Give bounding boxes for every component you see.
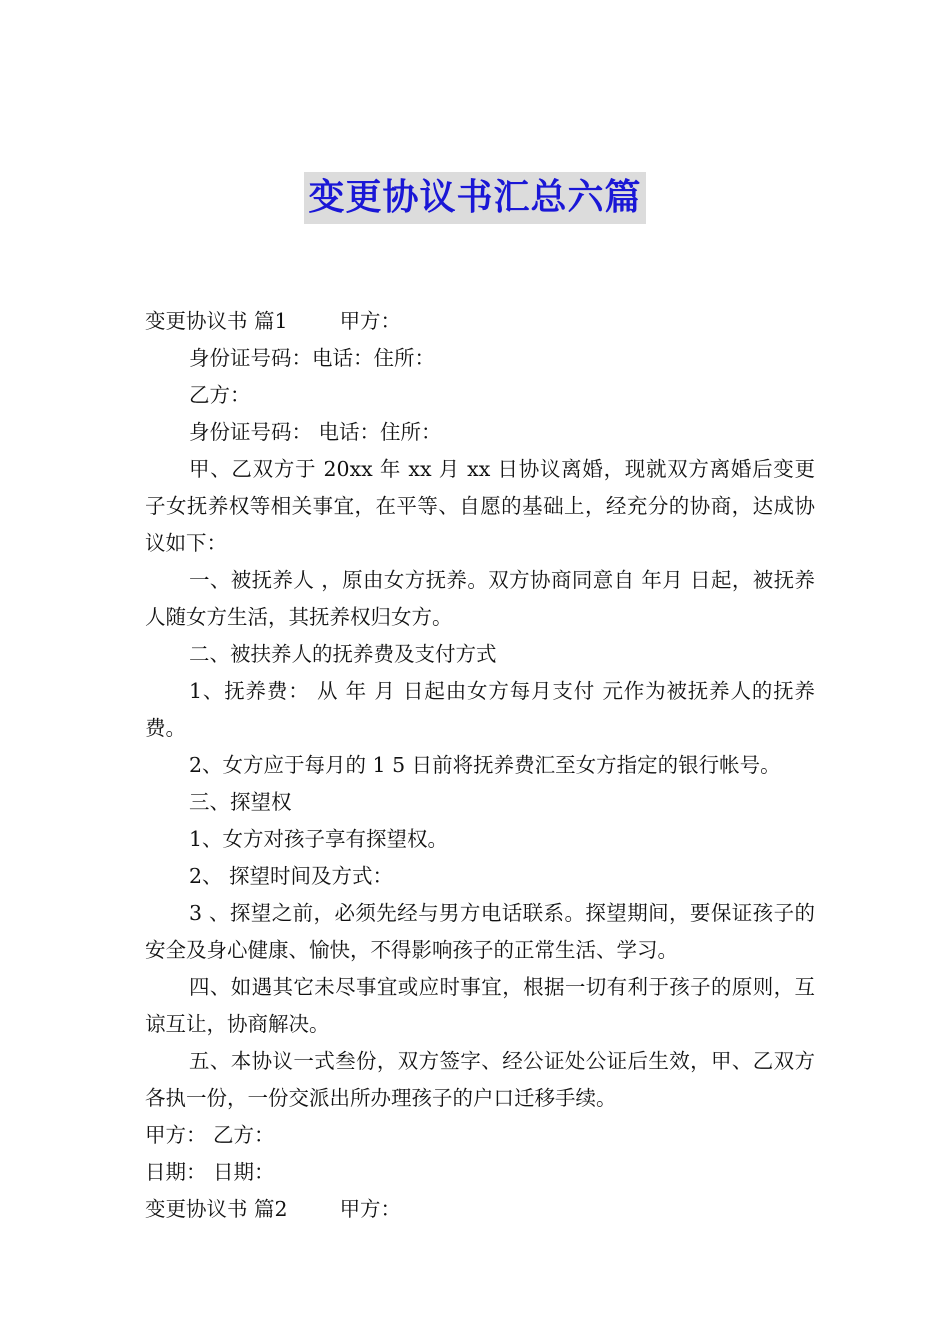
party-a-label-2: 甲方：	[339, 1197, 402, 1221]
date-line: 日期： 日期：	[145, 1160, 275, 1184]
intro-paragraph: 甲、乙双方于 20xx 年 xx 月 xx 日协议离婚，现就双方离婚后变更子女抚养权等相关事宜，在平等、自愿的基础上，经充分的协商，达成协议如下：	[145, 457, 815, 555]
clause-3-1: 1、女方对孩子享有探望权。	[189, 827, 449, 851]
id-line-a: 身份证号码：电话：住所：	[189, 346, 435, 370]
clause-3-2: 2、 探望时间及方式：	[189, 864, 394, 888]
section-heading-1	[145, 303, 815, 340]
clause-4: 四、如遇其它未尽事宜或应时事宜，根据一切有利于孩子的原则，互谅互让，协商解决。	[145, 975, 815, 1036]
clause-2: 二、被扶养人的抚养费及支付方式	[189, 642, 497, 666]
document-title: 变更协议书汇总六篇	[304, 172, 645, 224]
party-b-label: 乙方：	[189, 383, 251, 407]
clause-5: 五、本协议一式叁份，双方签字、经公证处公证后生效，甲、乙双方各执一份，一份交派出所办理孩子的户口迁移手续。	[145, 1049, 815, 1110]
clause-3-3: 3 、探望之前，必须先经与男方电话联系。探望期间，要保证孩子的安全及身心健康、愉快，不得影响孩子的正常生活、学习。	[145, 901, 815, 962]
party-a-label: 甲方：	[339, 309, 402, 333]
id-line-b: 身份证号码： 电话：住所：	[189, 420, 442, 444]
document-body	[145, 303, 815, 1228]
clause-1: 一、被抚养人 ，原由女方抚养。双方协商同意自 年月 日起，被抚养人随女方生活，其抚养权归女方。	[145, 568, 815, 629]
section-heading-2-label: 变更协议书 篇2	[145, 1197, 288, 1221]
title-container	[0, 172, 950, 224]
clause-2-2: 2、女方应于每月的 1 5 日前将抚养费汇至女方指定的银行帐号。	[189, 753, 781, 777]
clause-2-1: 1、抚养费： 从 年 月 日起由女方每月支付 元作为被抚养人的抚养费。	[145, 679, 815, 740]
signature-line: 甲方： 乙方：	[145, 1123, 275, 1147]
section-heading-2	[145, 1191, 815, 1228]
clause-3: 三、探望权	[189, 790, 292, 814]
section-heading-1-label: 变更协议书 篇1	[145, 309, 288, 333]
